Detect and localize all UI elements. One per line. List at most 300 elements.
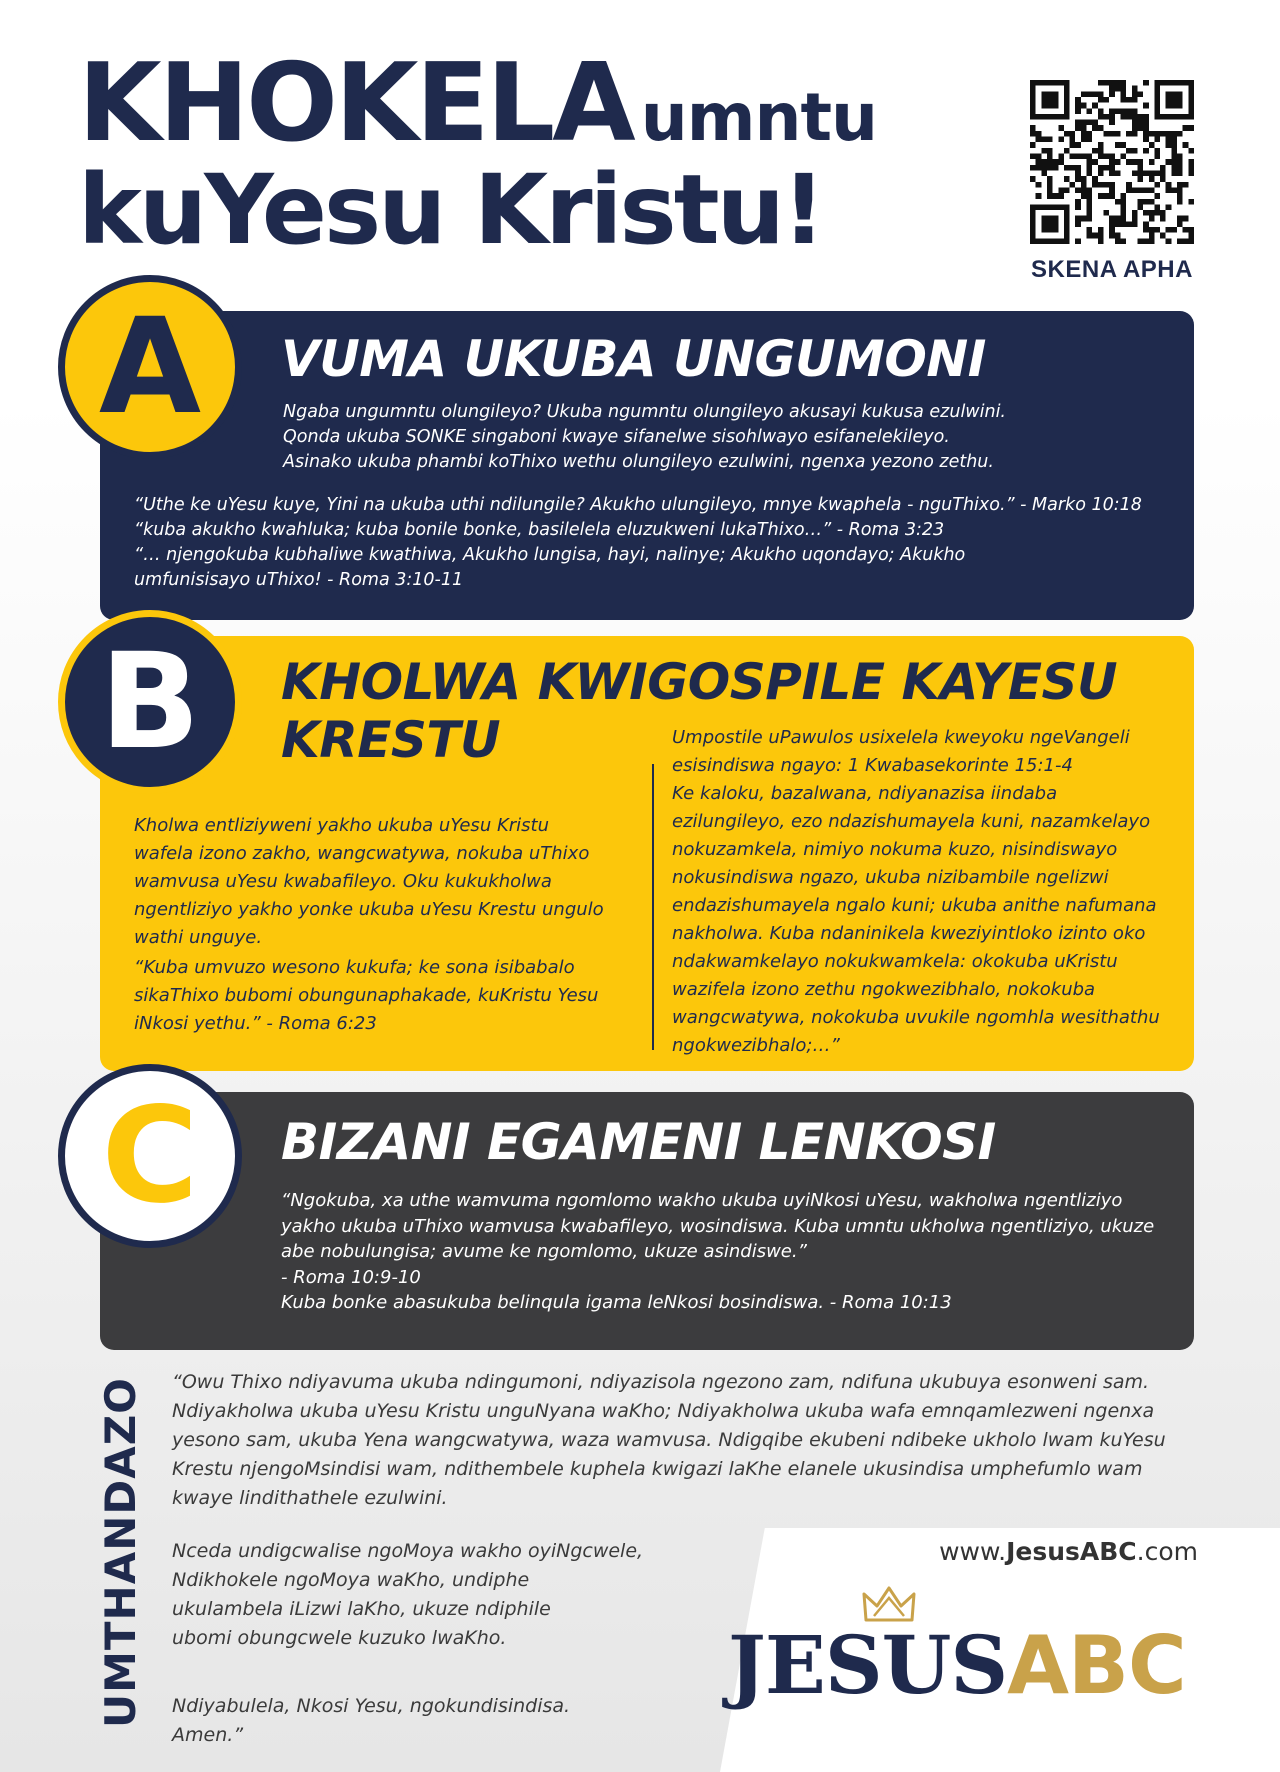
qr-module: [1149, 142, 1155, 148]
qr-module: [1166, 227, 1172, 233]
qr-module: [1047, 176, 1053, 182]
qr-module: [1047, 148, 1053, 154]
qr-module: [1143, 125, 1149, 131]
qr-module: [1126, 182, 1132, 188]
qr-module: [1087, 199, 1093, 205]
qr-module: [1053, 91, 1059, 97]
qr-module: [1087, 233, 1093, 239]
qr-module: [1036, 182, 1042, 188]
qr-module: [1126, 148, 1132, 154]
qr-module: [1064, 91, 1070, 97]
qr-module: [1075, 125, 1081, 131]
qr-module: [1160, 176, 1166, 182]
qr-module: [1030, 233, 1036, 239]
qr-module: [1177, 182, 1183, 188]
qr-module: [1177, 80, 1183, 86]
qr-module: [1036, 80, 1042, 86]
qr-module: [1115, 108, 1121, 114]
qr-module: [1075, 199, 1081, 205]
qr-module: [1171, 154, 1177, 160]
qr-module: [1092, 182, 1098, 188]
qr-module: [1098, 91, 1104, 97]
qr-module: [1143, 170, 1149, 176]
qr-module: [1058, 137, 1064, 143]
qr-module: [1188, 91, 1194, 97]
prayer-paragraph-3: Ndiyabulela, Nkosi Yesu, ngokundisindisa. Amen.”: [172, 1695, 571, 1746]
qr-module: [1047, 154, 1053, 160]
qr-module: [1177, 97, 1183, 103]
qr-module: [1120, 204, 1126, 210]
qr-module: [1030, 131, 1036, 137]
website-link[interactable]: [928, 1537, 1198, 1566]
qr-module: [1166, 238, 1172, 244]
qr-module: [1188, 227, 1194, 233]
qr-module: [1081, 193, 1087, 199]
qr-module: [1030, 97, 1036, 103]
qr-module: [1183, 182, 1189, 188]
qr-module: [1030, 154, 1036, 160]
qr-module: [1137, 91, 1143, 97]
qr-module: [1115, 199, 1121, 205]
qr-module: [1188, 238, 1194, 244]
qr-module: [1177, 187, 1183, 193]
qr-module: [1132, 131, 1138, 137]
qr-module: [1030, 91, 1036, 97]
qr-module: [1109, 193, 1115, 199]
qr-module: [1171, 103, 1177, 109]
qr-module: [1047, 182, 1053, 188]
section-b-divider: [652, 764, 654, 1050]
qr-module: [1109, 187, 1115, 193]
qr-module: [1098, 170, 1104, 176]
qr-module: [1064, 80, 1070, 86]
qr-module: [1171, 91, 1177, 97]
qr-module: [1087, 154, 1093, 160]
qr-module: [1030, 176, 1036, 182]
qr-module: [1154, 154, 1160, 160]
qr-module: [1030, 80, 1036, 86]
qr-module: [1143, 238, 1149, 244]
qr-module: [1160, 210, 1166, 216]
qr-module: [1098, 238, 1104, 244]
qr-module: [1166, 91, 1172, 97]
qr-module: [1092, 103, 1098, 109]
qr-module: [1098, 182, 1104, 188]
qr-module: [1081, 103, 1087, 109]
qr-module: [1092, 233, 1098, 239]
qr-module: [1143, 210, 1149, 216]
qr-module: [1036, 159, 1042, 165]
qr-module: [1183, 114, 1189, 120]
qr-module: [1183, 80, 1189, 86]
qr-module: [1109, 120, 1115, 126]
section-a-panel: [100, 311, 1194, 620]
qr-module: [1166, 182, 1172, 188]
qr-module: [1120, 108, 1126, 114]
qr-module: [1070, 165, 1076, 171]
qr-module: [1047, 114, 1053, 120]
qr-module: [1166, 137, 1172, 143]
qr-module: [1087, 91, 1093, 97]
qr-module: [1132, 108, 1138, 114]
qr-module: [1154, 103, 1160, 109]
qr-module: [1064, 131, 1070, 137]
qr-module: [1041, 204, 1047, 210]
qr-module: [1109, 108, 1115, 114]
qr-module: [1087, 170, 1093, 176]
qr-module: [1171, 159, 1177, 165]
logo-wordmark: [728, 1618, 1186, 1712]
qr-module: [1183, 227, 1189, 233]
qr-module: [1058, 193, 1064, 199]
qr-module: [1177, 159, 1183, 165]
qr-module: [1160, 80, 1166, 86]
qr-module: [1188, 159, 1194, 165]
qr-module: [1047, 159, 1053, 165]
page-title: [78, 41, 878, 266]
qr-module: [1154, 97, 1160, 103]
qr-module: [1064, 233, 1070, 239]
qr-module: [1053, 114, 1059, 120]
qr-module: [1143, 131, 1149, 137]
qr-module: [1064, 86, 1070, 92]
qr-module: [1149, 159, 1155, 165]
qr-module: [1053, 221, 1059, 227]
prayer-paragraph-1: “Owu Thixo ndiyavuma ukuba ndingumoni, ndiyazisola ngezono zam, ndifuna ukubuya esonweni sam. Ndiyakholwa ukuba uYesu Kristu unguNyana waKho; Ndiyakholwa ukuba wafa emnqamlezweni ngenxa yesono sam, ukuba Yena wangcwatywa, waza wamvusa. Ndigqibe ekubeni ndibeke ukholo lwam kuYesu Krestu njengoMsindisi wam, ndithembele kuphela kwigazi laKhe elanele ukusindisa umphefumlo wam kwaye lindithathele ezulwini.: [172, 1371, 1166, 1509]
qr-module: [1132, 210, 1138, 216]
logo-abc: ABC: [1007, 1619, 1186, 1712]
qr-module: [1154, 170, 1160, 176]
qr-module: [1171, 142, 1177, 148]
qr-module: [1109, 170, 1115, 176]
qr-module: [1092, 176, 1098, 182]
qr-module: [1120, 199, 1126, 205]
qr-module: [1149, 233, 1155, 239]
qr-module: [1075, 108, 1081, 114]
website-suffix: .com: [1136, 1537, 1198, 1566]
qr-module: [1120, 114, 1126, 120]
qr-module: [1070, 182, 1076, 188]
qr-module: [1075, 103, 1081, 109]
qr-module: [1053, 227, 1059, 233]
qr-module: [1058, 154, 1064, 160]
qr-label: SKENA APHA: [1031, 256, 1193, 283]
qr-module: [1177, 114, 1183, 120]
qr-module: [1171, 114, 1177, 120]
qr-module: [1149, 238, 1155, 244]
qr-module: [1098, 148, 1104, 154]
qr-module: [1188, 114, 1194, 120]
qr-module: [1132, 148, 1138, 154]
website-name: JesusABC: [1006, 1537, 1137, 1566]
qr-module: [1087, 131, 1093, 137]
qr-module: [1087, 108, 1093, 114]
qr-module: [1149, 227, 1155, 233]
qr-module: [1120, 154, 1126, 160]
qr-module: [1132, 120, 1138, 126]
qr-module: [1132, 216, 1138, 222]
website-prefix: www.: [939, 1537, 1007, 1566]
qr-module: [1188, 103, 1194, 109]
qr-module: [1053, 216, 1059, 222]
qr-module: [1137, 238, 1143, 244]
qr-module: [1160, 170, 1166, 176]
qr-module: [1047, 137, 1053, 143]
qr-module: [1171, 97, 1177, 103]
qr-module: [1109, 159, 1115, 165]
qr-module: [1188, 148, 1194, 154]
qr-module: [1047, 80, 1053, 86]
qr-module: [1166, 97, 1172, 103]
qr-module: [1053, 238, 1059, 244]
qr-module: [1104, 165, 1110, 171]
section-b-panel: [100, 636, 1194, 1071]
qr-module: [1177, 91, 1183, 97]
qr-module: [1041, 170, 1047, 176]
qr-module: [1030, 204, 1036, 210]
qr-module: [1030, 210, 1036, 216]
qr-module: [1064, 108, 1070, 114]
qr-module: [1104, 80, 1110, 86]
qr-module: [1081, 216, 1087, 222]
qr-module: [1047, 238, 1053, 244]
qr-module: [1070, 154, 1076, 160]
qr-module: [1098, 193, 1104, 199]
qr-module: [1064, 204, 1070, 210]
qr-module: [1109, 91, 1115, 97]
qr-module: [1115, 142, 1121, 148]
qr-module: [1132, 159, 1138, 165]
qr-module: [1058, 125, 1064, 131]
section-a-heading: VUMA UKUBA UNGUMONI: [281, 330, 986, 388]
qr-module: [1092, 91, 1098, 97]
qr-module: [1075, 176, 1081, 182]
qr-module: [1154, 131, 1160, 137]
qr-module: [1166, 131, 1172, 137]
qr-module: [1104, 114, 1110, 120]
qr-module: [1160, 165, 1166, 171]
qr-module: [1177, 154, 1183, 160]
qr-module: [1126, 221, 1132, 227]
qr-module: [1143, 148, 1149, 154]
qr-module: [1120, 142, 1126, 148]
qr-module: [1137, 176, 1143, 182]
qr-module: [1188, 80, 1194, 86]
qr-module: [1047, 193, 1053, 199]
qr-module: [1098, 125, 1104, 131]
section-c-panel: [100, 1092, 1194, 1350]
qr-module: [1143, 199, 1149, 205]
qr-module: [1154, 193, 1160, 199]
qr-module: [1098, 108, 1104, 114]
qr-module: [1041, 103, 1047, 109]
qr-module: [1120, 86, 1126, 92]
qr-module: [1166, 114, 1172, 120]
qr-module: [1132, 125, 1138, 131]
qr-module: [1041, 165, 1047, 171]
qr-module: [1132, 114, 1138, 120]
qr-module: [1183, 216, 1189, 222]
qr-module: [1171, 137, 1177, 143]
qr-module: [1081, 131, 1087, 137]
qr-module: [1058, 187, 1064, 193]
title-secondary-word: umntu: [640, 79, 878, 156]
qr-module: [1030, 227, 1036, 233]
qr-module: [1104, 131, 1110, 137]
qr-module: [1098, 97, 1104, 103]
qr-module: [1098, 227, 1104, 233]
section-c-heading: BIZANI EGAMENI LENKOSI: [281, 1113, 996, 1171]
qr-module: [1053, 204, 1059, 210]
qr-module: [1087, 204, 1093, 210]
qr-module: [1098, 154, 1104, 160]
qr-module: [1177, 165, 1183, 171]
qr-module: [1064, 227, 1070, 233]
qr-module: [1143, 137, 1149, 143]
qr-module: [1137, 165, 1143, 171]
qr-module: [1047, 97, 1053, 103]
qr-code-icon[interactable]: [1030, 80, 1194, 244]
qr-module: [1036, 137, 1042, 143]
qr-module: [1030, 86, 1036, 92]
qr-module: [1041, 114, 1047, 120]
qr-module: [1166, 80, 1172, 86]
qr-module: [1120, 193, 1126, 199]
qr-module: [1166, 187, 1172, 193]
qr-module: [1047, 187, 1053, 193]
qr-module: [1177, 103, 1183, 109]
qr-module: [1149, 176, 1155, 182]
qr-module: [1143, 120, 1149, 126]
qr-module: [1092, 148, 1098, 154]
qr-module: [1149, 199, 1155, 205]
qr-module: [1087, 187, 1093, 193]
qr-module: [1115, 170, 1121, 176]
qr-module: [1064, 187, 1070, 193]
qr-module: [1126, 159, 1132, 165]
qr-module: [1036, 114, 1042, 120]
title-main-word: KHOKELA: [78, 41, 633, 166]
qr-module: [1030, 216, 1036, 222]
qr-module: [1030, 108, 1036, 114]
qr-module: [1149, 210, 1155, 216]
qr-module: [1160, 131, 1166, 137]
qr-module: [1132, 91, 1138, 97]
qr-module: [1075, 154, 1081, 160]
qr-module: [1036, 131, 1042, 137]
qr-module: [1154, 204, 1160, 210]
qr-module: [1075, 165, 1081, 171]
qr-module: [1171, 80, 1177, 86]
qr-module: [1154, 114, 1160, 120]
qr-module: [1120, 221, 1126, 227]
qr-module: [1137, 170, 1143, 176]
qr-module: [1104, 210, 1110, 216]
section-b-left-text: Kholwa entliziyweni yakho ukuba uYesu Kristu wafela izono zakho, wangcwatywa, nokuba uThixo wamvusa uYesu kwabafileyo. Oku kukukholwa ngentliziyo yakho yonke ukuba uYesu Krestu ungulo wathi unguye.: [134, 815, 604, 948]
qr-module: [1132, 97, 1138, 103]
qr-module: [1030, 103, 1036, 109]
qr-module: [1109, 131, 1115, 137]
qr-module: [1154, 227, 1160, 233]
jesusabc-logo: [728, 1586, 1198, 1712]
qr-module: [1109, 86, 1115, 92]
qr-module: [1120, 91, 1126, 97]
qr-module: [1030, 165, 1036, 171]
letter-b-badge: B: [58, 610, 242, 794]
qr-module: [1081, 137, 1087, 143]
qr-module: [1087, 159, 1093, 165]
qr-module: [1115, 131, 1121, 137]
qr-module: [1047, 103, 1053, 109]
qr-module: [1041, 216, 1047, 222]
qr-module: [1081, 120, 1087, 126]
qr-module: [1087, 210, 1093, 216]
qr-module: [1109, 182, 1115, 188]
qr-module: [1081, 182, 1087, 188]
qr-module: [1154, 137, 1160, 143]
qr-module: [1166, 142, 1172, 148]
qr-module: [1137, 114, 1143, 120]
qr-module: [1030, 125, 1036, 131]
qr-module: [1047, 216, 1053, 222]
qr-module: [1143, 103, 1149, 109]
qr-module: [1064, 210, 1070, 216]
qr-module: [1064, 148, 1070, 154]
qr-module: [1075, 97, 1081, 103]
qr-module: [1149, 216, 1155, 222]
qr-module: [1188, 233, 1194, 239]
qr-module: [1087, 137, 1093, 143]
qr-module: [1041, 80, 1047, 86]
qr-module: [1075, 221, 1081, 227]
qr-module: [1115, 216, 1121, 222]
qr-module: [1047, 221, 1053, 227]
qr-module: [1064, 103, 1070, 109]
qr-module: [1053, 193, 1059, 199]
logo-jesus: JESUS: [728, 1618, 1008, 1712]
qr-module: [1166, 204, 1172, 210]
qr-module: [1115, 80, 1121, 86]
qr-module: [1036, 238, 1042, 244]
qr-module: [1154, 80, 1160, 86]
qr-module: [1154, 210, 1160, 216]
qr-module: [1188, 97, 1194, 103]
qr-module: [1047, 165, 1053, 171]
qr-module: [1120, 97, 1126, 103]
qr-module: [1036, 154, 1042, 160]
qr-module: [1047, 204, 1053, 210]
qr-module: [1075, 120, 1081, 126]
qr-module: [1036, 204, 1042, 210]
qr-module: [1115, 86, 1121, 92]
qr-module: [1171, 165, 1177, 171]
qr-module: [1064, 221, 1070, 227]
qr-module: [1075, 238, 1081, 244]
section-b-right-text: Umpostile uPawulos usixelela kweyoku ngeVangeli esisindiswa ngayo: 1 Kwabasekorinte 15:1-4 Ke kaloku, bazalwana, ndiyanazisa iindaba ezilungileyo, ezo ndazishumayela kuni, nazamkelayo nokuzamkela, nimiyo nokuma kuzo, nisindiswayo nokusindiswa ngazo, ukuba nizibambile ngelizwi endazishumayela ngalo kuni; ukuba anithe nafumana nakholwa. Kuba ndaninikela kweziyintloko izinto oko ndakwamkelayo nokukwamkela: okokuba uKristu wazifela izono zethu ngokwezibhalo, nokokuba wangcwatywa, nokokuba uvukile ngomhla wesithathu ngokwezibhalo;…”: [672, 727, 1160, 1056]
qr-module: [1053, 159, 1059, 165]
qr-module: [1075, 170, 1081, 176]
qr-module: [1171, 187, 1177, 193]
qr-module: [1092, 125, 1098, 131]
qr-module: [1058, 80, 1064, 86]
title-line-2: kuYesu Kristu!: [78, 154, 823, 266]
qr-module: [1109, 80, 1115, 86]
qr-module: [1126, 131, 1132, 137]
qr-module: [1137, 187, 1143, 193]
qr-module: [1154, 182, 1160, 188]
qr-module: [1154, 148, 1160, 154]
qr-module: [1047, 91, 1053, 97]
